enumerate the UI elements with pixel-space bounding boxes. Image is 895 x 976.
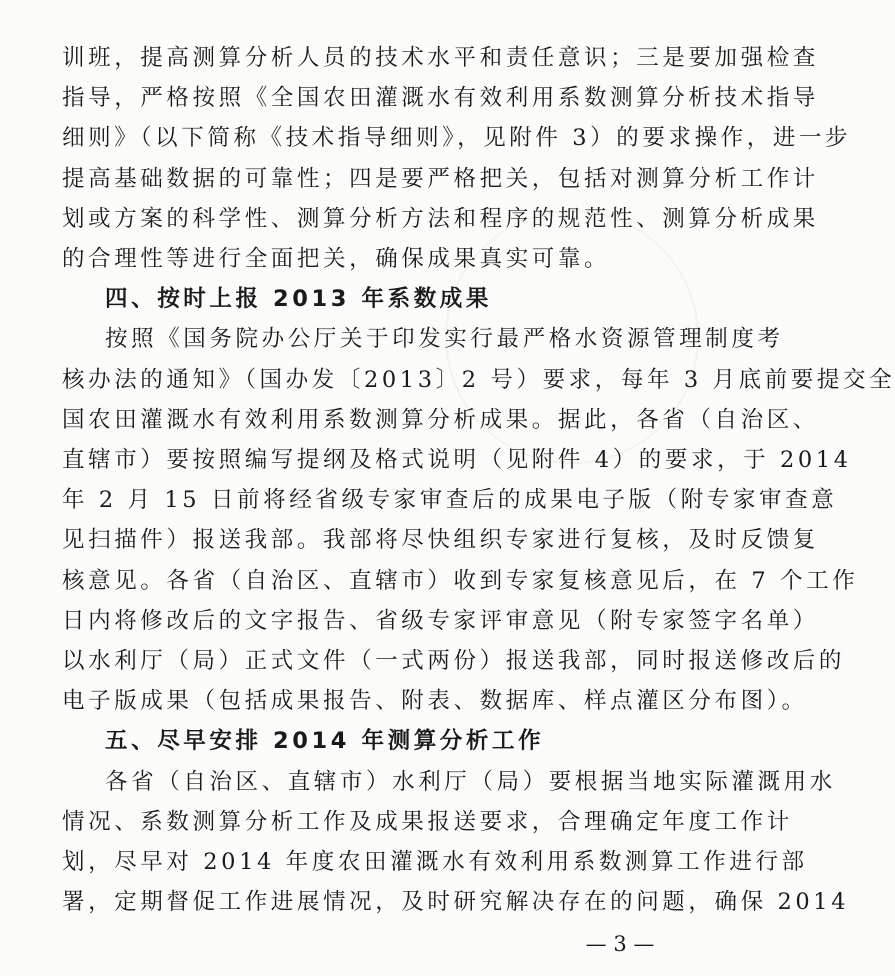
body-line-13: 见扫描件）报送我部。我部将尽快组织专家进行复核，及时反馈复 <box>62 527 819 554</box>
body-line-11: 直辖市）要按照编写提纲及格式说明（见附件 4）的要求，于 2014 <box>62 447 852 473</box>
body-line-9: 核办法的通知》（国办发〔2013〕2 号）要求，每年 3 月底前要提交全 <box>62 366 895 393</box>
body-line-3: 细则》（以下简称《技术指导细则》，见附件 3）的要求操作，进一步 <box>62 125 852 152</box>
body-line-21: 划，尽早对 2014 年度农田灌溉水有效利用系数测算工作进行部 <box>62 849 808 875</box>
body-line-16: 以水利厅（局）正式文件（一式两份）报送我部，同时报送修改后的 <box>62 648 846 674</box>
body-line-8: 按照《国务院办公厅关于印发实行最严格水资源管理制度考 <box>105 326 784 353</box>
body-line-20: 情况、系数测算分析工作及成果报送要求，合理确定年度工作计 <box>62 808 793 835</box>
body-line-10: 国农田灌溉水有效利用系数测算分析成果。据此，各省（自治区、 <box>62 406 819 433</box>
body-line-17: 电子版成果（包括成果报告、附表、数据库、样点灌区分布图）。 <box>62 688 808 715</box>
body-line-5: 划或方案的科学性、测算分析方法和程序的规范性、测算分析成果 <box>62 205 819 232</box>
page-number: — 3 — <box>585 932 655 956</box>
section-heading-4: 四、按时上报 2013 年系数成果 <box>105 286 492 313</box>
body-line-22: 署，定期督促工作进展情况，及时研究解决存在的问题，确保 2014 <box>62 889 850 916</box>
body-line-14: 核意见。各省（自治区、直辖市）收到专家复核意见后，在 7 个工作 <box>62 567 859 594</box>
body-line-2: 指导，严格按照《全国农田灌溉水有效利用系数测算分析技术指导 <box>62 85 819 112</box>
body-line-19: 各省（自治区、直辖市）水利厅（局）要根据当地实际灌溉用水 <box>105 768 836 795</box>
body-line-12: 年 2 月 15 日前将经省级专家审查后的成果电子版（附专家审查意 <box>62 487 838 514</box>
body-line-15: 日内将修改后的文字报告、省级专家评审意见（附专家签字名单） <box>62 607 819 634</box>
body-line-1: 训班，提高测算分析人员的技术水平和责任意识；三是要加强检查 <box>62 45 819 71</box>
body-line-4: 提高基础数据的可靠性；四是要严格把关，包括对测算分析工作计 <box>62 165 819 192</box>
section-heading-5: 五、尽早安排 2014 年测算分析工作 <box>105 728 545 755</box>
body-line-6: 的合理性等进行全面把关，确保成果真实可靠。 <box>62 246 611 272</box>
